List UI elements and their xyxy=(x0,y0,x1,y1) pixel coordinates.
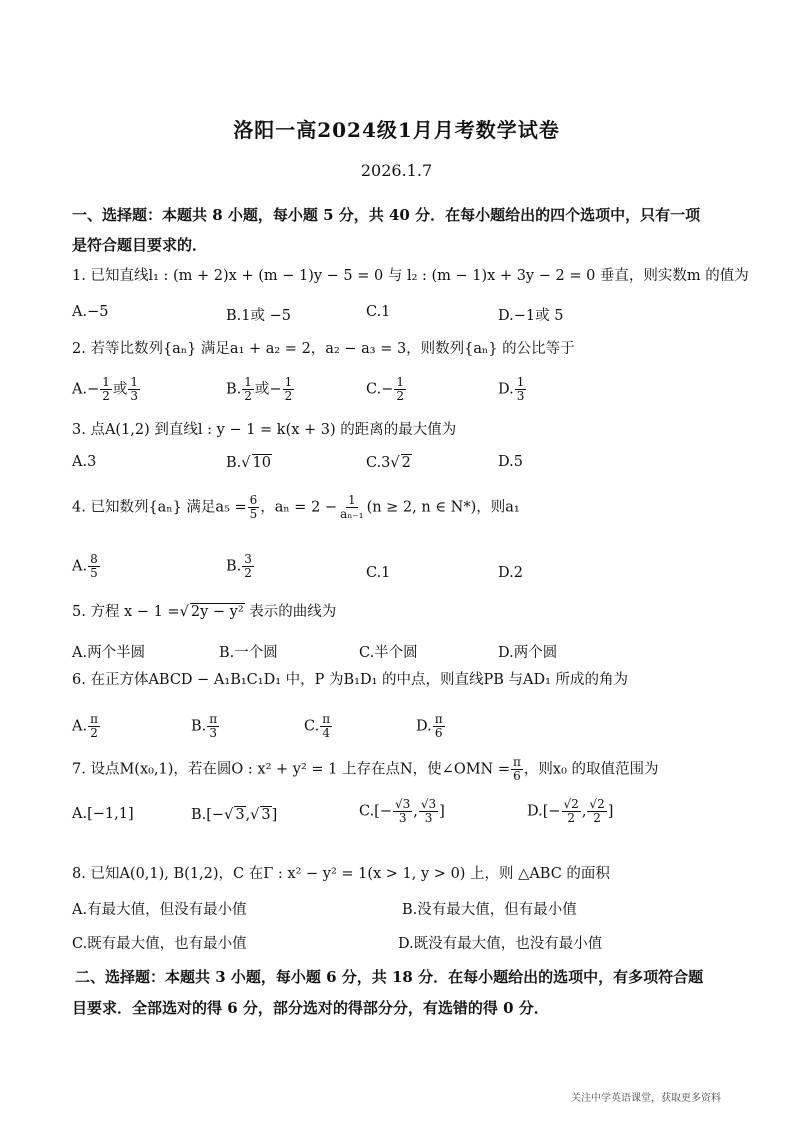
fraction: $\frac{1}{3}$ xyxy=(130,375,139,403)
q2-d-label: D. xyxy=(498,381,514,398)
fraction: $\frac{8}{5}$ xyxy=(90,552,98,580)
question-1-text: 1. 已知直线l₁ : (m + 2)x + (m − 1)y − 5 = 0 与 l₂ : (m − 1)x + 3y − 2 = 0 垂直，则实数m 的值为 xyxy=(72,268,749,284)
question-4-text xyxy=(72,494,520,521)
q6-d-label: D. xyxy=(416,718,432,735)
radicand: 10 xyxy=(252,455,271,471)
q4-b-label: B. xyxy=(226,558,242,575)
q6-option-b[interactable] xyxy=(191,713,220,740)
q5-option-c[interactable]: C.半个圆 xyxy=(359,645,418,661)
fraction: $\frac{\pi}{4}$ xyxy=(322,712,331,740)
footer-note: 关注中学英语课堂，获取更多资料 xyxy=(571,1093,721,1104)
q4-option-b[interactable] xyxy=(226,553,255,580)
section2-heading-line2: 目要求．全部选对的得 6 分，部分选对的得部分分，有选错的得 0 分． xyxy=(72,999,549,1017)
q2-b-or: 或 xyxy=(254,381,270,398)
q8-option-b[interactable]: B.没有最大值，但有最小值 xyxy=(402,902,577,918)
minus-sign: − xyxy=(381,381,394,398)
q5-option-b[interactable]: B.一个圆 xyxy=(219,645,278,661)
q6-b-label: B. xyxy=(191,718,207,735)
fraction: $\frac{6}{5}$ xyxy=(249,493,258,521)
q5-pre: 5. 方程 x − 1 = xyxy=(72,604,180,620)
q7-pre: 7. 设点M(x₀,1)，若在圆O : x² + y² = 1 上存在点N，使∠OMN = xyxy=(72,761,511,778)
q2-option-a[interactable] xyxy=(72,376,141,403)
q2-b-label: B. xyxy=(226,381,242,398)
q2-option-d[interactable] xyxy=(498,376,527,403)
q6-option-a[interactable] xyxy=(72,713,101,740)
question-5-text: 5. 方程 x − 1 =√ 2y − y² 表示的曲线为 xyxy=(72,604,337,620)
q4-mid: ，aₙ = 2 − xyxy=(260,499,338,516)
q6-option-c[interactable] xyxy=(304,713,333,740)
section1-heading-line2: 是符合题目要求的． xyxy=(72,236,208,254)
radicand: 2y − y² xyxy=(190,604,244,620)
q2-c-label: C. xyxy=(366,381,382,398)
comma: , xyxy=(245,807,251,823)
fraction: $\frac{1}{2}$ xyxy=(244,375,252,403)
fraction: $\frac{1}{3}$ xyxy=(516,375,525,403)
q7-b-label: B.[− xyxy=(191,807,225,823)
fraction: $\frac{\pi}{2}$ xyxy=(90,712,98,740)
fraction: $\frac{1}{2}$ xyxy=(396,375,404,403)
question-3-text: 3. 点A(1,2) 到直线l : y − 1 = k(x + 3) 的距离的最大值为 xyxy=(72,422,457,438)
q4-option-d[interactable]: D.2 xyxy=(498,565,523,581)
q1-option-d[interactable]: D.−1或 5 xyxy=(498,308,564,324)
section2-heading-line1: 二、选择题：本题共 3 小题，每小题 6 分，共 18 分．在每小题给出的选项中，有多项符合题 xyxy=(75,968,704,986)
minus-sign: − xyxy=(269,381,282,398)
q7-c-label: C.[− xyxy=(359,803,392,820)
q5-option-d[interactable]: D.两个圆 xyxy=(498,645,558,661)
question-2-text: 2. 若等比数列{aₙ} 满足a₁ + a₂ = 2，a₂ − a₃ = 3，则数列{aₙ} 的公比等于 xyxy=(72,341,575,357)
q1-option-c[interactable]: C.1 xyxy=(366,304,391,320)
q3-option-d[interactable]: D.5 xyxy=(498,454,523,470)
q2-option-c[interactable] xyxy=(366,376,407,403)
bracket: ] xyxy=(271,807,278,823)
q6-c-label: C. xyxy=(304,718,320,735)
q3-option-a[interactable]: A.3 xyxy=(72,454,97,470)
fraction: $\frac{1}{\text{aₙ₋₁}}$ xyxy=(340,493,364,521)
question-8-text: 8. 已知A(0,1), B(1,2)，C 在Γ : x² − y² = 1(x > 1, y > 0) 上，则 △ABC 的面积 xyxy=(72,866,610,882)
fraction: $\frac{\pi}{6}$ xyxy=(434,712,443,740)
q3-option-c[interactable]: C.3√ 2 xyxy=(366,455,411,471)
fraction: $\frac{√3}{3}$ xyxy=(420,797,437,825)
comma: , xyxy=(413,803,418,820)
q4-option-a[interactable] xyxy=(72,553,101,580)
page-title: 洛阳一高2024级1月月考数学试卷 xyxy=(233,118,560,142)
q4-option-c[interactable]: C.1 xyxy=(366,565,391,581)
q6-option-d[interactable] xyxy=(416,713,446,740)
q7-post: ，则x₀ 的取值范围为 xyxy=(523,761,659,778)
q3-b-label: B. xyxy=(226,455,242,471)
q2-a-or: 或 xyxy=(112,381,128,398)
fraction: $\frac{√2}{2}$ xyxy=(589,797,605,825)
q2-option-b[interactable] xyxy=(226,376,295,403)
fraction: $\frac{1}{2}$ xyxy=(284,375,293,403)
q8-option-d[interactable]: D.既没有最大值，也没有最小值 xyxy=(398,936,603,952)
q4-post: (n ≥ 2, n ∈ N*)，则a₁ xyxy=(366,499,520,516)
q4-pre: 4. 已知数列{aₙ} 满足a₅ = xyxy=(72,499,247,516)
q6-a-label: A. xyxy=(72,718,88,735)
exam-date: 2026.1.7 xyxy=(360,161,433,180)
q2-a-label: A. xyxy=(72,381,88,398)
fraction: $\frac{\pi}{6}$ xyxy=(513,755,521,783)
bracket: ] xyxy=(607,803,614,820)
q3-option-b[interactable]: B.√ 10 xyxy=(226,455,271,471)
question-6-text: 6. 在正方体ABCD − A₁B₁C₁D₁ 中，P 为B₁D₁ 的中点，则直线PB 与AD₁ 所成的角为 xyxy=(72,672,629,688)
q8-option-a[interactable]: A.有最大值，但没有最小值 xyxy=(72,902,247,918)
comma: , xyxy=(581,803,587,820)
section1-heading-line1: 一、选择题：本题共 8 小题，每小题 5 分，共 40 分．在每小题给出的四个选项中，只有一项 xyxy=(72,206,701,224)
q3-c-label: C.3 xyxy=(366,455,391,471)
q1-option-a[interactable]: A.−5 xyxy=(72,304,109,320)
question-7-text xyxy=(72,756,659,783)
q4-a-label: A. xyxy=(72,558,88,575)
radicand: 3 xyxy=(261,807,271,823)
fraction: $\frac{\pi}{3}$ xyxy=(209,712,218,740)
q7-option-c[interactable] xyxy=(359,798,445,825)
q5-post: 表示的曲线为 xyxy=(249,604,337,620)
q7-option-b[interactable]: B.[−√ 3,√ 3] xyxy=(191,807,278,823)
fraction: $\frac{√2}{2}$ xyxy=(563,797,579,825)
fraction: $\frac{1}{2}$ xyxy=(102,375,110,403)
q7-option-a[interactable]: A.[−1,1] xyxy=(72,806,134,822)
q7-option-d[interactable] xyxy=(527,798,613,825)
q5-option-a[interactable]: A.两个半圆 xyxy=(72,645,146,661)
q7-d-label: D.[− xyxy=(527,803,561,820)
q8-option-c[interactable]: C.既有最大值，也有最小值 xyxy=(72,936,247,952)
radicand: 2 xyxy=(401,455,411,471)
radicand: 3 xyxy=(235,807,245,823)
fraction: $\frac{√3}{3}$ xyxy=(395,797,411,825)
q1-option-b[interactable]: B.1或 −5 xyxy=(226,308,291,324)
fraction: $\frac{3}{2}$ xyxy=(244,552,252,580)
bracket: ] xyxy=(439,803,445,820)
minus-sign: − xyxy=(87,381,100,398)
